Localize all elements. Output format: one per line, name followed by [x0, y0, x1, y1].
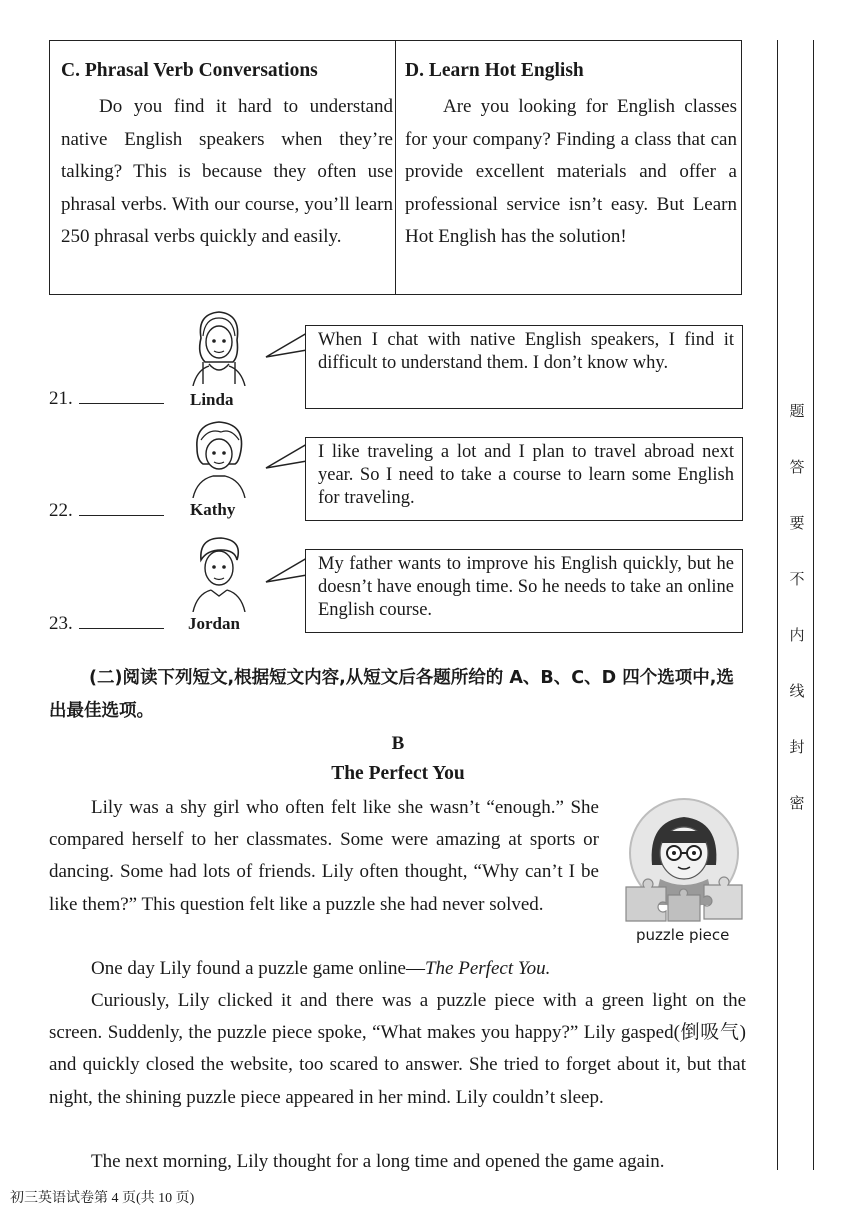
answer-blank[interactable] [79, 614, 164, 629]
speech-bubble: I like traveling a lot and I plan to travel abroad next year. So I need to take a course to learn some English for traveling. [305, 437, 743, 521]
instruction-text: (二)阅读下列短文,根据短文内容,从短文后各题所给的 A、B、C、D 四个选项中,选出最佳选项。 [49, 668, 734, 721]
story-paragraph-3 [49, 985, 746, 1114]
ads-divider [395, 41, 396, 294]
question-23 [49, 613, 164, 635]
ad-d-body: Are you looking for English classes for your company? Finding a class that can provide excellent materials and offer a professional service isn’t easy. But Learn Hot English has the solution! [405, 96, 737, 247]
game-title: The Perfect You. [424, 958, 551, 979]
story-paragraph-2 [49, 953, 749, 985]
question-number: 22. [49, 500, 73, 521]
ad-c [61, 59, 393, 254]
bubble-tail [265, 557, 307, 583]
story-title: The Perfect You [331, 763, 465, 784]
question-22 [49, 500, 164, 522]
binding-line [777, 40, 778, 1170]
speech-bubble: My father wants to improve his English quickly, but he doesn’t have enough time. So he needs to take an online English course. [305, 549, 743, 633]
story-paragraph-1 [49, 792, 599, 921]
image-caption: puzzle piece [636, 926, 730, 944]
seal-char: 题 [789, 404, 805, 420]
seal-char: 密 [789, 796, 805, 812]
section-letter: B [391, 733, 405, 754]
bubble-tail [265, 443, 307, 469]
ad-d [405, 59, 737, 254]
seal-char: 内 [789, 628, 805, 644]
speaker-name: Kathy [190, 500, 236, 519]
ad-c-title: C. Phrasal Verb Conversations [61, 60, 318, 81]
ad-c-body: Do you find it hard to understand native English speakers when they’re talking? This is because they often use phrasal verbs. With our course, you’ll learn 250 phrasal verbs quickly and easily. [61, 96, 393, 247]
seal-char: 要 [789, 516, 805, 532]
ads-box [49, 40, 742, 295]
seal-char: 封 [789, 740, 805, 756]
story-paragraph-4 [49, 1146, 746, 1178]
seal-char: 不 [789, 572, 805, 588]
paragraph-text: One day Lily found a puzzle game online— [91, 958, 425, 979]
question-21 [49, 388, 164, 410]
paragraph-text: Lily was a shy girl who often felt like she wasn’t “enough.” She compared herself to her classmates. Some were amazing at sports or dancing. Some had lots of friends. Lily often thought, “Why can’t I be like them?” This question felt like a puzzle she had never solved. [49, 797, 599, 915]
speaker-name: Jordan [188, 614, 240, 633]
boy-avatar-icon [183, 532, 253, 612]
speech-bubble: When I chat with native English speakers, I find it difficult to understand them. I don’t know why. [305, 325, 743, 409]
girl-avatar-icon [183, 418, 253, 498]
speaker-name: Linda [190, 390, 234, 409]
paragraph-text: Curiously, Lily clicked it and there was a puzzle piece with a green light on the screen. Suddenly, the puzzle piece spoke, “What makes you happy?” Lily gasped(倒吸气) and quickly closed the website, too scared to answer. She tried to forget about it, but that night, the shining puzzle piece appeared in her mind. Lily couldn’t sleep. [49, 990, 746, 1108]
seal-char: 答 [789, 460, 805, 476]
girl-avatar-icon [183, 306, 253, 386]
bubble-tail [265, 332, 307, 358]
puzzle-girl-illustration [622, 795, 748, 923]
binding-line-outer [813, 40, 814, 1170]
question-number: 21. [49, 388, 73, 409]
ad-d-title: D. Learn Hot English [405, 60, 584, 81]
question-number: 23. [49, 613, 73, 634]
answer-blank[interactable] [79, 389, 164, 404]
paragraph-text: The next morning, Lily thought for a long time and opened the game again. [91, 1151, 665, 1172]
section-instruction [49, 662, 749, 728]
answer-blank[interactable] [79, 501, 164, 516]
seal-char: 线 [789, 684, 805, 700]
page-footer: 初三英语试卷第 4 页(共 10 页) [10, 1191, 195, 1206]
